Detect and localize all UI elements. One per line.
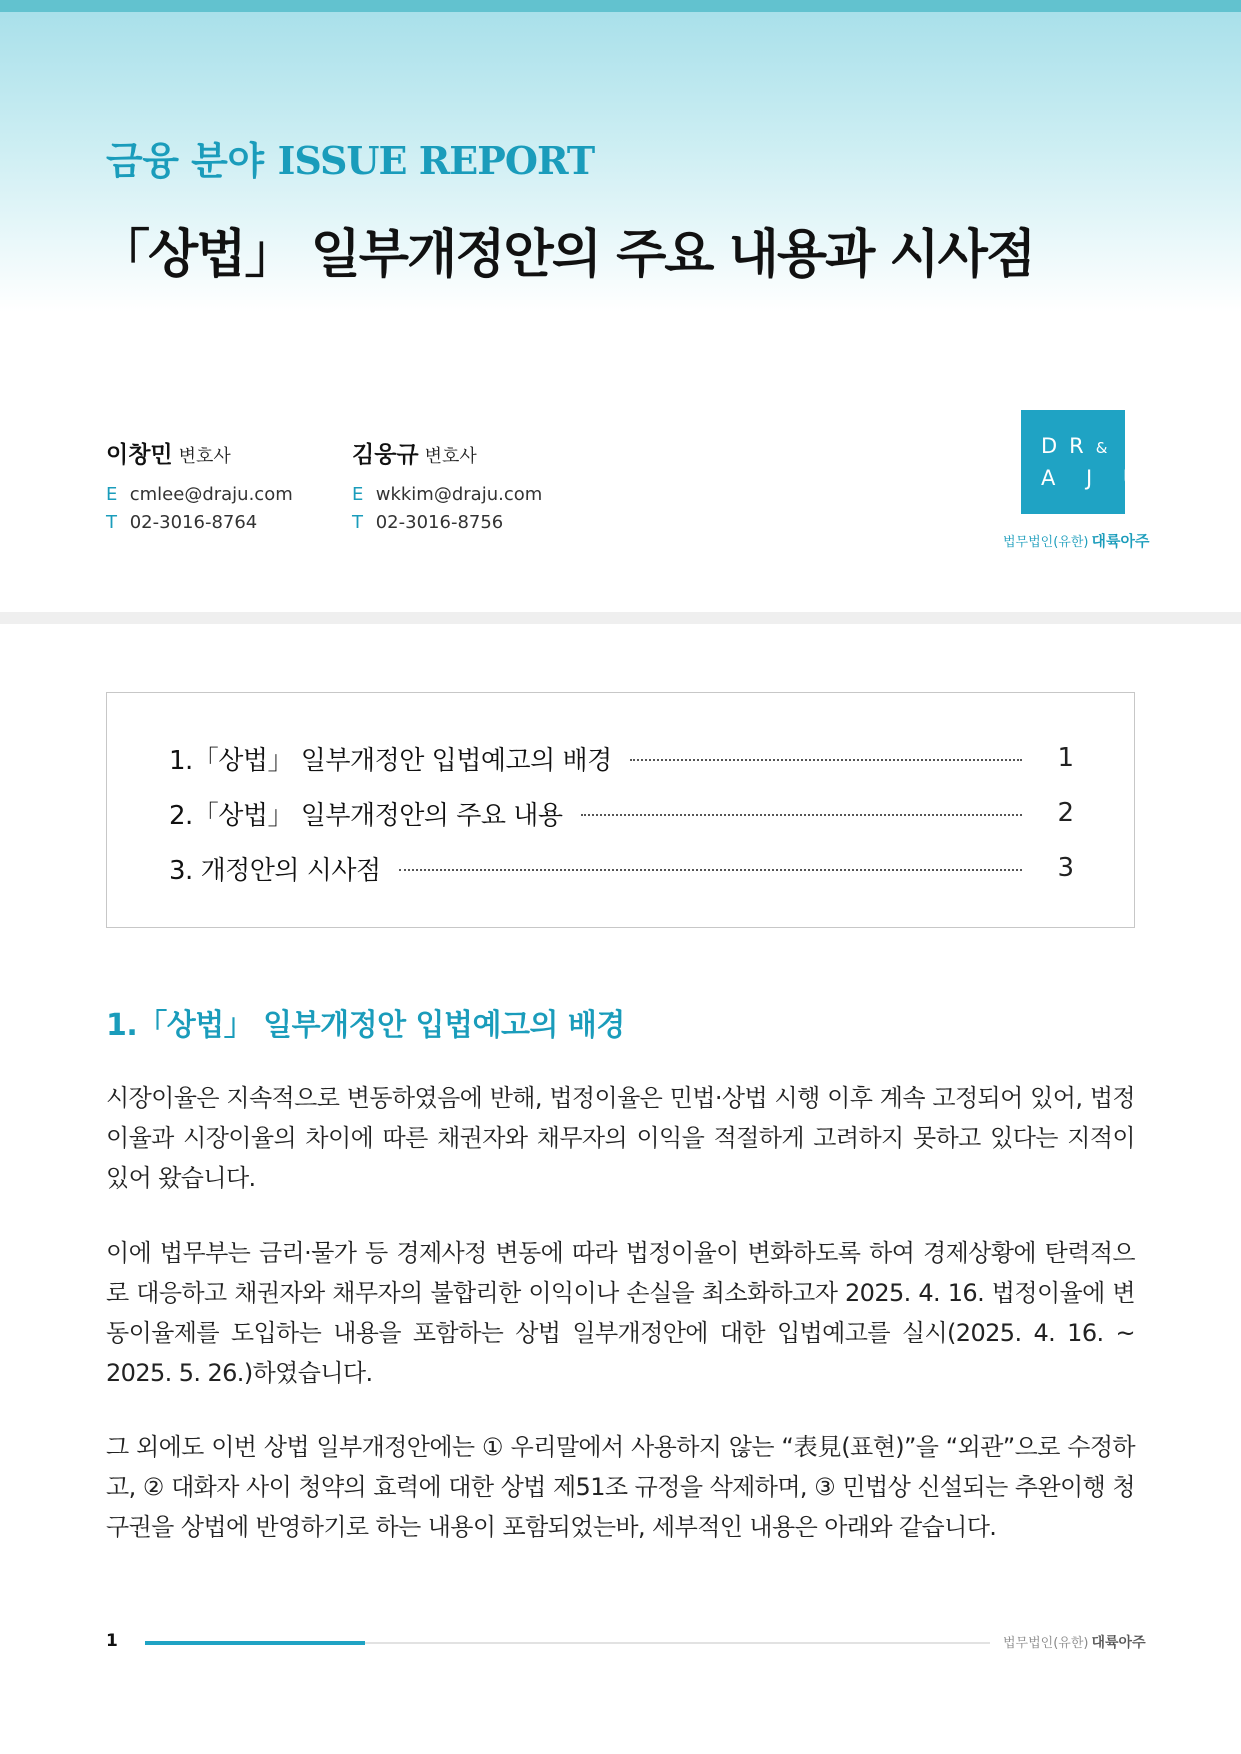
email-row bbox=[352, 481, 542, 509]
logo-ampersand: & bbox=[1095, 439, 1108, 457]
firm-prefix: 법무법인(유한) bbox=[1003, 535, 1089, 550]
email-link[interactable]: cmlee@draju.com bbox=[129, 484, 293, 505]
firm-name-logo bbox=[1003, 530, 1149, 551]
author-role: 변호사 bbox=[178, 446, 231, 467]
toc-leader-dots bbox=[399, 869, 1022, 871]
page-title: 「상법」 일부개정안의 주요 내용과 시사점 bbox=[98, 225, 1035, 285]
phone-row bbox=[352, 509, 542, 537]
footer-progress-fill bbox=[145, 1641, 365, 1645]
email-label: E bbox=[352, 484, 364, 505]
firm-prefix: 법무법인(유한) bbox=[1003, 1636, 1089, 1651]
author-card-1 bbox=[106, 436, 293, 537]
email-link[interactable]: wkkim@draju.com bbox=[375, 484, 543, 505]
body-paragraph: 그 외에도 이번 상법 일부개정안에는 ① 우리말에서 사용하지 않는 “表見(표현)”을 “외관”으로 수정하고, ② 대화자 사이 청약의 효력에 대한 상법 제51조 규정을 삭제하며, ③ 민법상 신설되는 추완이행 청구권을 상법에 반영하기로 하는 내용이 포함되었는바, 세부적인 내용은 아래와 같습니다. bbox=[106, 1433, 1135, 1541]
top-accent-bar bbox=[0, 0, 1241, 12]
phone-label: T bbox=[106, 512, 117, 533]
toc-page-number: 1 bbox=[1057, 743, 1074, 773]
report-category bbox=[106, 130, 594, 185]
body-paragraph: 시장이율은 지속적으로 변동하였음에 반해, 법정이율은 민법·상법 시행 이후 계속 고정되어 있어, 법정이율과 시장이율의 차이에 따른 채권자와 채무자의 이익을 적절하게 고려하지 못하고 있다는 지적이 있어 왔습니다. bbox=[106, 1084, 1135, 1192]
logo-row-bottom: A J U bbox=[1041, 466, 1151, 490]
firm-logo-box bbox=[1021, 410, 1151, 514]
section-heading: 1.「상법」 일부개정안 입법예고의 배경 bbox=[106, 1008, 625, 1043]
body-paragraph: 이에 법무부는 금리·물가 등 경제사정 변동에 따라 법정이율이 변화하도록 하여 경제상황에 탄력적으로 대응하고 채권자와 채무자의 불합리한 이익이나 손실을 최소화하고자 2025. 4. 16. 법정이율에 변동이율제를 도입하는 내용을 포함하는 상법 일부개정안에 대한 입법예고를 실시(2025. 4. 16. ~ 2025. 5. 26.)하였습니다. bbox=[106, 1239, 1135, 1387]
author-name: 김웅규 bbox=[352, 442, 419, 468]
toc-item[interactable] bbox=[169, 848, 1074, 888]
section-divider bbox=[0, 612, 1241, 624]
author-card-2 bbox=[352, 436, 542, 537]
logo-letter-d: D bbox=[1041, 434, 1070, 458]
author-contact bbox=[106, 481, 293, 537]
author-name: 이창민 bbox=[106, 442, 173, 468]
phone-number: 02-3016-8756 bbox=[375, 512, 504, 533]
toc-item-label: 3. 개정안의 시사점 bbox=[169, 855, 381, 886]
email-row bbox=[106, 481, 293, 509]
firm-name: 대륙아주 bbox=[1091, 1635, 1146, 1651]
toc-item[interactable] bbox=[169, 738, 1074, 778]
toc-page-number: 2 bbox=[1057, 798, 1074, 828]
category-label: 금융 분야 bbox=[106, 139, 264, 183]
report-label: ISSUE REPORT bbox=[277, 138, 595, 183]
firm-name: 대륙아주 bbox=[1091, 532, 1150, 550]
toc-leader-dots bbox=[581, 814, 1023, 816]
author-name-row bbox=[106, 436, 293, 469]
author-name-row bbox=[352, 436, 542, 469]
author-contact bbox=[352, 481, 542, 537]
table-of-contents bbox=[106, 692, 1135, 928]
logo-row-top bbox=[1041, 434, 1107, 458]
page-number: 1 bbox=[106, 1631, 118, 1651]
toc-page-number: 3 bbox=[1057, 853, 1074, 883]
author-role: 변호사 bbox=[424, 446, 477, 467]
toc-leader-dots bbox=[630, 759, 1022, 761]
toc-item-label: 2.「상법」 일부개정안의 주요 내용 bbox=[169, 800, 563, 831]
email-label: E bbox=[106, 484, 118, 505]
logo-letter-r: R bbox=[1069, 434, 1096, 458]
footer-firm-name bbox=[1003, 1632, 1146, 1652]
phone-row bbox=[106, 509, 293, 537]
toc-item[interactable] bbox=[169, 793, 1074, 833]
phone-number: 02-3016-8764 bbox=[129, 512, 258, 533]
toc-item-label: 1.「상법」 일부개정안 입법예고의 배경 bbox=[169, 745, 612, 776]
phone-label: T bbox=[352, 512, 363, 533]
